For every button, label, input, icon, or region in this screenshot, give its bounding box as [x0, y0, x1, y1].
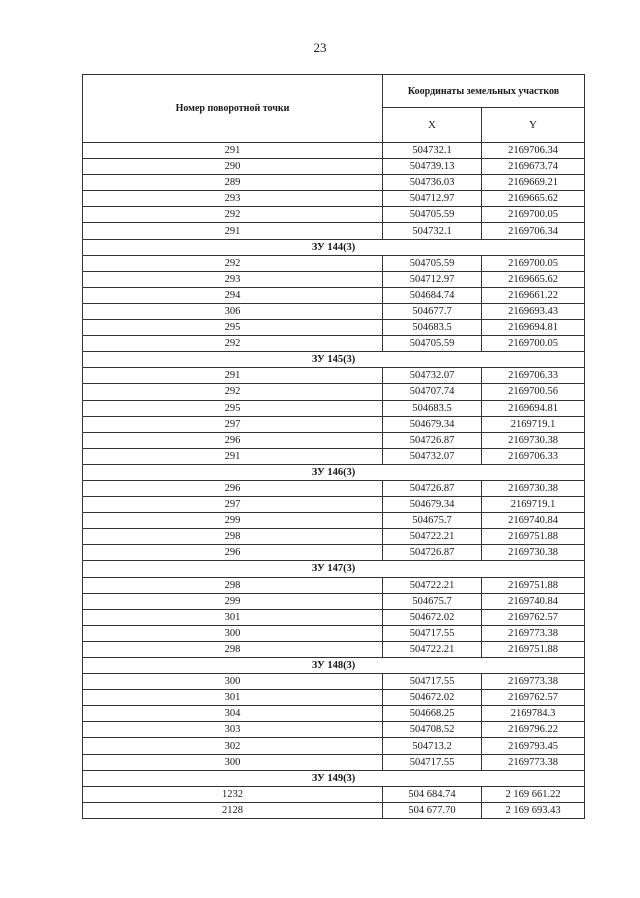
point-number-cell: 300	[83, 674, 383, 690]
y-coordinate-cell: 2169730.38	[482, 545, 585, 561]
table-row	[83, 786, 585, 802]
x-coordinate-cell: 504712.97	[383, 191, 482, 207]
x-coordinate-cell: 504683.5	[383, 320, 482, 336]
group-header-row	[83, 658, 585, 674]
y-coordinate-cell: 2169673.74	[482, 159, 585, 175]
table-row	[83, 593, 585, 609]
point-number-cell: 298	[83, 529, 383, 545]
y-coordinate-cell: 2169694.81	[482, 320, 585, 336]
x-coordinate-cell: 504684.74	[383, 287, 482, 303]
point-number-cell: 298	[83, 641, 383, 657]
x-coordinate-cell: 504732.07	[383, 368, 482, 384]
group-header-row	[83, 352, 585, 368]
table-row	[83, 609, 585, 625]
point-number-cell: 299	[83, 513, 383, 529]
y-coordinate-cell: 2169706.34	[482, 143, 585, 159]
point-number-cell: 292	[83, 207, 383, 223]
point-number-cell: 296	[83, 432, 383, 448]
point-number-cell: 291	[83, 368, 383, 384]
y-coordinate-cell: 2169793.45	[482, 738, 585, 754]
header-point-number: Номер поворотной точки	[83, 75, 383, 143]
point-number-cell: 292	[83, 255, 383, 271]
y-coordinate-cell: 2169706.33	[482, 448, 585, 464]
x-coordinate-cell: 504672.02	[383, 690, 482, 706]
table-row	[83, 802, 585, 818]
y-coordinate-cell: 2169762.57	[482, 609, 585, 625]
point-number-cell: 296	[83, 480, 383, 496]
x-coordinate-cell: 504726.87	[383, 480, 482, 496]
point-number-cell: 289	[83, 175, 383, 191]
point-number-cell: 2128	[83, 802, 383, 818]
point-number-cell: 299	[83, 593, 383, 609]
x-coordinate-cell: 504707.74	[383, 384, 482, 400]
x-coordinate-cell: 504722.21	[383, 577, 482, 593]
y-coordinate-cell: 2169796.22	[482, 722, 585, 738]
table-row	[83, 223, 585, 239]
y-coordinate-cell: 2 169 661.22	[482, 786, 585, 802]
x-coordinate-cell: 504679.34	[383, 497, 482, 513]
x-coordinate-cell: 504705.59	[383, 255, 482, 271]
table-row	[83, 480, 585, 496]
table-row	[83, 143, 585, 159]
y-coordinate-cell: 2169740.84	[482, 513, 585, 529]
table-row	[83, 674, 585, 690]
x-coordinate-cell: 504736.03	[383, 175, 482, 191]
table-row	[83, 722, 585, 738]
y-coordinate-cell: 2169719.1	[482, 497, 585, 513]
x-coordinate-cell: 504 684.74	[383, 786, 482, 802]
table-row	[83, 368, 585, 384]
table-row	[83, 577, 585, 593]
point-number-cell: 298	[83, 577, 383, 593]
header-y: Y	[482, 108, 585, 143]
point-number-cell: 291	[83, 448, 383, 464]
point-number-cell: 292	[83, 384, 383, 400]
point-number-cell: 306	[83, 303, 383, 319]
parcel-label: ЗУ 144(3)	[83, 239, 585, 255]
y-coordinate-cell: 2169773.38	[482, 625, 585, 641]
y-coordinate-cell: 2169751.88	[482, 577, 585, 593]
parcel-label: ЗУ 148(3)	[83, 658, 585, 674]
table-row	[83, 432, 585, 448]
point-number-cell: 291	[83, 143, 383, 159]
table-row	[83, 513, 585, 529]
table-row	[83, 738, 585, 754]
table-row	[83, 754, 585, 770]
y-coordinate-cell: 2169706.34	[482, 223, 585, 239]
y-coordinate-cell: 2169694.81	[482, 400, 585, 416]
point-number-cell: 294	[83, 287, 383, 303]
table-body	[83, 143, 585, 819]
table-row	[83, 625, 585, 641]
x-coordinate-cell: 504739.13	[383, 159, 482, 175]
point-number-cell: 293	[83, 271, 383, 287]
header-x: X	[383, 108, 482, 143]
y-coordinate-cell: 2169665.62	[482, 271, 585, 287]
point-number-cell: 290	[83, 159, 383, 175]
x-coordinate-cell: 504717.55	[383, 754, 482, 770]
point-number-cell: 296	[83, 545, 383, 561]
table-row	[83, 191, 585, 207]
x-coordinate-cell: 504677.7	[383, 303, 482, 319]
x-coordinate-cell: 504713.2	[383, 738, 482, 754]
table-row	[83, 706, 585, 722]
x-coordinate-cell: 504679.34	[383, 416, 482, 432]
point-number-cell: 297	[83, 497, 383, 513]
point-number-cell: 302	[83, 738, 383, 754]
table-row	[83, 690, 585, 706]
x-coordinate-cell: 504732.07	[383, 448, 482, 464]
table-header	[83, 75, 585, 143]
point-number-cell: 295	[83, 320, 383, 336]
point-number-cell: 293	[83, 191, 383, 207]
group-header-row	[83, 464, 585, 480]
table-row	[83, 271, 585, 287]
point-number-cell: 301	[83, 609, 383, 625]
y-coordinate-cell: 2169719.1	[482, 416, 585, 432]
x-coordinate-cell: 504668.25	[383, 706, 482, 722]
x-coordinate-cell: 504722.21	[383, 641, 482, 657]
x-coordinate-cell: 504717.55	[383, 674, 482, 690]
y-coordinate-cell: 2169730.38	[482, 432, 585, 448]
y-coordinate-cell: 2169661.22	[482, 287, 585, 303]
table-row	[83, 416, 585, 432]
y-coordinate-cell: 2169773.38	[482, 674, 585, 690]
table-row	[83, 641, 585, 657]
table-row	[83, 384, 585, 400]
parcel-label: ЗУ 147(3)	[83, 561, 585, 577]
x-coordinate-cell: 504705.59	[383, 207, 482, 223]
table-row	[83, 159, 585, 175]
y-coordinate-cell: 2169700.05	[482, 336, 585, 352]
group-header-row	[83, 239, 585, 255]
y-coordinate-cell: 2169706.33	[482, 368, 585, 384]
x-coordinate-cell: 504732.1	[383, 223, 482, 239]
x-coordinate-cell: 504722.21	[383, 529, 482, 545]
table-row	[83, 448, 585, 464]
table-row	[83, 529, 585, 545]
point-number-cell: 300	[83, 625, 383, 641]
parcel-label: ЗУ 149(3)	[83, 770, 585, 786]
point-number-cell: 295	[83, 400, 383, 416]
parcel-label: ЗУ 145(3)	[83, 352, 585, 368]
point-number-cell: 300	[83, 754, 383, 770]
point-number-cell: 291	[83, 223, 383, 239]
x-coordinate-cell: 504675.7	[383, 513, 482, 529]
y-coordinate-cell: 2169762.57	[482, 690, 585, 706]
table-row	[83, 287, 585, 303]
table-row	[83, 320, 585, 336]
point-number-cell: 304	[83, 706, 383, 722]
x-coordinate-cell: 504705.59	[383, 336, 482, 352]
x-coordinate-cell: 504683.5	[383, 400, 482, 416]
point-number-cell: 1232	[83, 786, 383, 802]
table-row	[83, 303, 585, 319]
table-row	[83, 207, 585, 223]
y-coordinate-cell: 2169740.84	[482, 593, 585, 609]
y-coordinate-cell: 2169665.62	[482, 191, 585, 207]
table-row	[83, 545, 585, 561]
y-coordinate-cell: 2 169 693.43	[482, 802, 585, 818]
y-coordinate-cell: 2169700.56	[482, 384, 585, 400]
y-coordinate-cell: 2169700.05	[482, 207, 585, 223]
page-number: 23	[313, 40, 327, 55]
y-coordinate-cell: 2169751.88	[482, 529, 585, 545]
x-coordinate-cell: 504717.55	[383, 625, 482, 641]
y-coordinate-cell: 2169784.3	[482, 706, 585, 722]
point-number-cell: 297	[83, 416, 383, 432]
x-coordinate-cell: 504712.97	[383, 271, 482, 287]
point-number-cell: 301	[83, 690, 383, 706]
table-row	[83, 175, 585, 191]
header-coordinates: Координаты земельных участков	[383, 75, 585, 108]
x-coordinate-cell: 504708.52	[383, 722, 482, 738]
y-coordinate-cell: 2169773.38	[482, 754, 585, 770]
y-coordinate-cell: 2169700.05	[482, 255, 585, 271]
table-row	[83, 336, 585, 352]
group-header-row	[83, 561, 585, 577]
x-coordinate-cell: 504 677.70	[383, 802, 482, 818]
point-number-cell: 292	[83, 336, 383, 352]
x-coordinate-cell: 504732.1	[383, 143, 482, 159]
y-coordinate-cell: 2169693.43	[482, 303, 585, 319]
group-header-row	[83, 770, 585, 786]
x-coordinate-cell: 504672.02	[383, 609, 482, 625]
y-coordinate-cell: 2169730.38	[482, 480, 585, 496]
x-coordinate-cell: 504675.7	[383, 593, 482, 609]
x-coordinate-cell: 504726.87	[383, 432, 482, 448]
table-row	[83, 400, 585, 416]
coordinates-table	[82, 74, 585, 819]
parcel-label: ЗУ 146(3)	[83, 464, 585, 480]
y-coordinate-cell: 2169669.21	[482, 175, 585, 191]
x-coordinate-cell: 504726.87	[383, 545, 482, 561]
table-row	[83, 497, 585, 513]
point-number-cell: 303	[83, 722, 383, 738]
table-row	[83, 255, 585, 271]
y-coordinate-cell: 2169751.88	[482, 641, 585, 657]
